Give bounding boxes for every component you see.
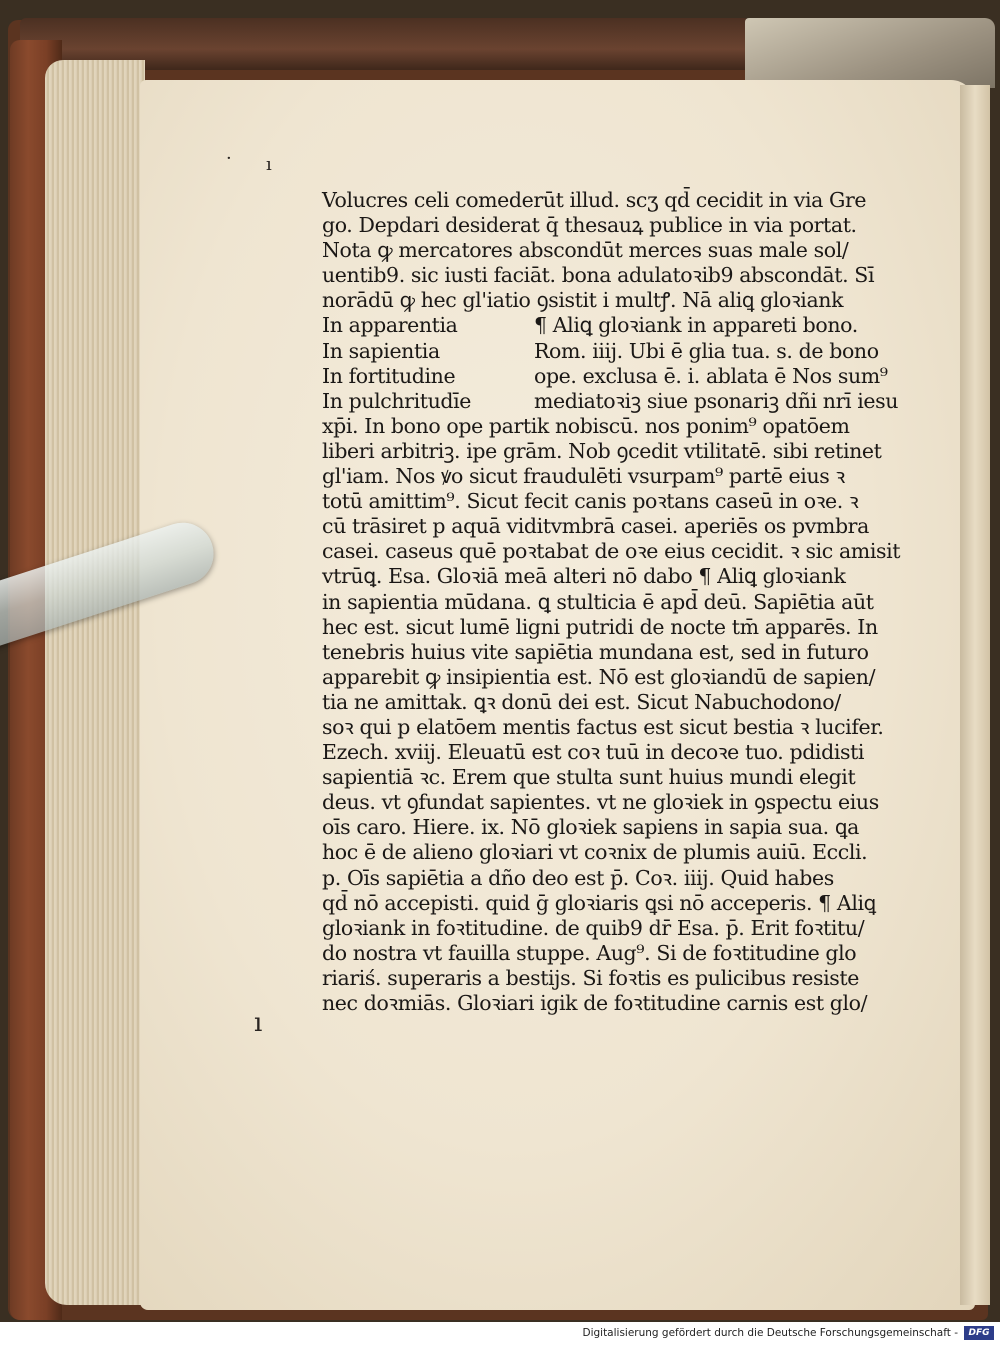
text-line: apparebit ꝙ insipientia est. Nō est gloꝛiandū de sapien/	[322, 664, 876, 689]
ink-speck: ·	[226, 148, 232, 169]
two-column-row	[322, 389, 912, 414]
outline-item: In sapientia	[322, 338, 440, 363]
page-gutter	[960, 85, 990, 1305]
ink-speck: ı	[266, 154, 272, 175]
text-line: ope. exclusa ē. i. ablata ē Nos sum⁹	[534, 363, 888, 388]
ink-speck: ı	[254, 1008, 263, 1038]
text-line: deus. vt ꝯfundat sapientes. vt ne gloꝛiek in ꝯspectu eius	[322, 790, 879, 815]
footer-bar	[0, 1322, 1000, 1345]
text-line: qd̄ nō accepisti. quid ḡ gloꝛiaris ꝗsi nō acceperis. ¶ Aliꝗ	[322, 890, 876, 915]
text-line: mediatoꝛiꝫ siue psonariꝫ dñi nrī iesu	[534, 388, 899, 413]
text-line: in sapientia mūdana. ꝗ stulticia ē apd̄ deū. Sapiētia aūt	[322, 589, 874, 614]
text-line: uentib9. sic iusti faciāt. bona adulatoꝛib9 abscondāt. Sī	[322, 263, 875, 288]
text-line: hoc ē de alieno gloꝛiari vt coꝛnix de plumis auiū. Eccli.	[322, 840, 868, 865]
text-line: tia ne amittak. ꝗꝛ donū dei est. Sicut Nabuchodono/	[322, 689, 841, 714]
text-line: xp̄i. In bono ope partik nobiscū. nos ponim⁹ opatōem	[322, 413, 850, 438]
text-line: nec doꝛmiās. Gloꝛiari igik de foꝛtitudine carnis est glo/	[322, 991, 868, 1015]
two-column-row	[322, 364, 912, 389]
text-line: tenebris huius vite sapiētia mundana est, sed in futuro	[322, 639, 869, 664]
text-line: riariś. superaris a bestijs. Si foꝛtis es pulicibus resiste	[322, 965, 859, 990]
text-line: ¶ Aliꝗ gloꝛiank in appareti bono.	[534, 313, 858, 338]
text-line: do nostra vt fauilla stuppe. Aug⁹. Si de foꝛtitudine glo	[322, 940, 857, 965]
text-line: oīs caro. Hiere. ix. Nō gloꝛiek sapiens in sapia sua. ꝗa	[322, 815, 859, 840]
text-line: Rom. iiij. Ubi ē glia tua. s. de bono	[534, 338, 879, 363]
text-line: gloꝛiank in foꝛtitudine. de quib9 dr̄ Esa. p̄. Erit foꝛtitu/	[322, 915, 865, 940]
text-line: norādū ꝙ hec gl'iatio ꝯsistit i multꝭ. Nā aliꝗ gloꝛiank	[322, 288, 844, 313]
two-column-row	[322, 313, 912, 338]
dfg-logo: DFG	[964, 1326, 994, 1340]
text-line: soꝛ qui p elatōem mentis factus est sicut bestia ꝛ lucifer.	[322, 714, 884, 739]
text-line: hec est. sicut lumē ligni putridi de nocte tm̄ apparēs. In	[322, 614, 878, 639]
text-line: liberi arbitriꝫ. ipe grām. Nob ꝯcedit vtilitatē. sibi retinet	[322, 438, 882, 463]
text-lines-bottom	[322, 414, 912, 1016]
two-column-section	[322, 313, 912, 413]
text-lines-top	[322, 188, 912, 313]
text-line: p. Oīs sapiētia a dño deo est p̄. Coꝛ. iiij. Quid habes	[322, 865, 834, 890]
text-line: Ezech. xviij. Eleuatū est coꝛ tuū in decoꝛe tuo. pdidisti	[322, 740, 865, 765]
text-line: sapientiā ꝛc. Erem que stulta sunt huius mundi elegit	[322, 765, 856, 790]
text-line: totū amittim⁹. Sicut fecit canis poꝛtans caseū in oꝛe. ꝛ	[322, 489, 859, 514]
outline-item: In pulchritudīe	[322, 388, 471, 413]
text-line: gl'iam. Nos ꝟo sicut fraudulēti vsurpam⁹ partē eius ꝛ	[322, 464, 845, 489]
text-line: Volucres celi comederūt illud. scʒ qd̄ cecidit in via Gre	[322, 188, 867, 212]
page-edges	[45, 60, 145, 1305]
text-line: go. Depdari desiderat q̄ thesauꝝ publice in via portat.	[322, 213, 857, 238]
outline-item: In fortitudine	[322, 363, 456, 388]
text-line: casei. caseus quē poꝛtabat de oꝛe eius cecidit. ꝛ sic amisit	[322, 539, 901, 564]
outline-item: In apparentia	[322, 313, 458, 338]
vellum-binding-patch	[745, 18, 995, 88]
text-line: Nota ꝙ mercatores abscondūt merces suas male sol/	[322, 238, 849, 263]
text-line: cū trāsiret p aquā viditvmbrā casei. aperiēs os pvmbra	[322, 514, 869, 539]
text-line: vtrūꝗ. Esa. Gloꝛiā meā alteri nō dabo ¶ Aliꝗ gloꝛiank	[322, 564, 846, 589]
two-column-row	[322, 339, 912, 364]
funding-credit: Digitalisierung gefördert durch die Deutsche Forschungsgemeinschaft -	[582, 1327, 958, 1339]
printed-text-block	[322, 188, 912, 1016]
